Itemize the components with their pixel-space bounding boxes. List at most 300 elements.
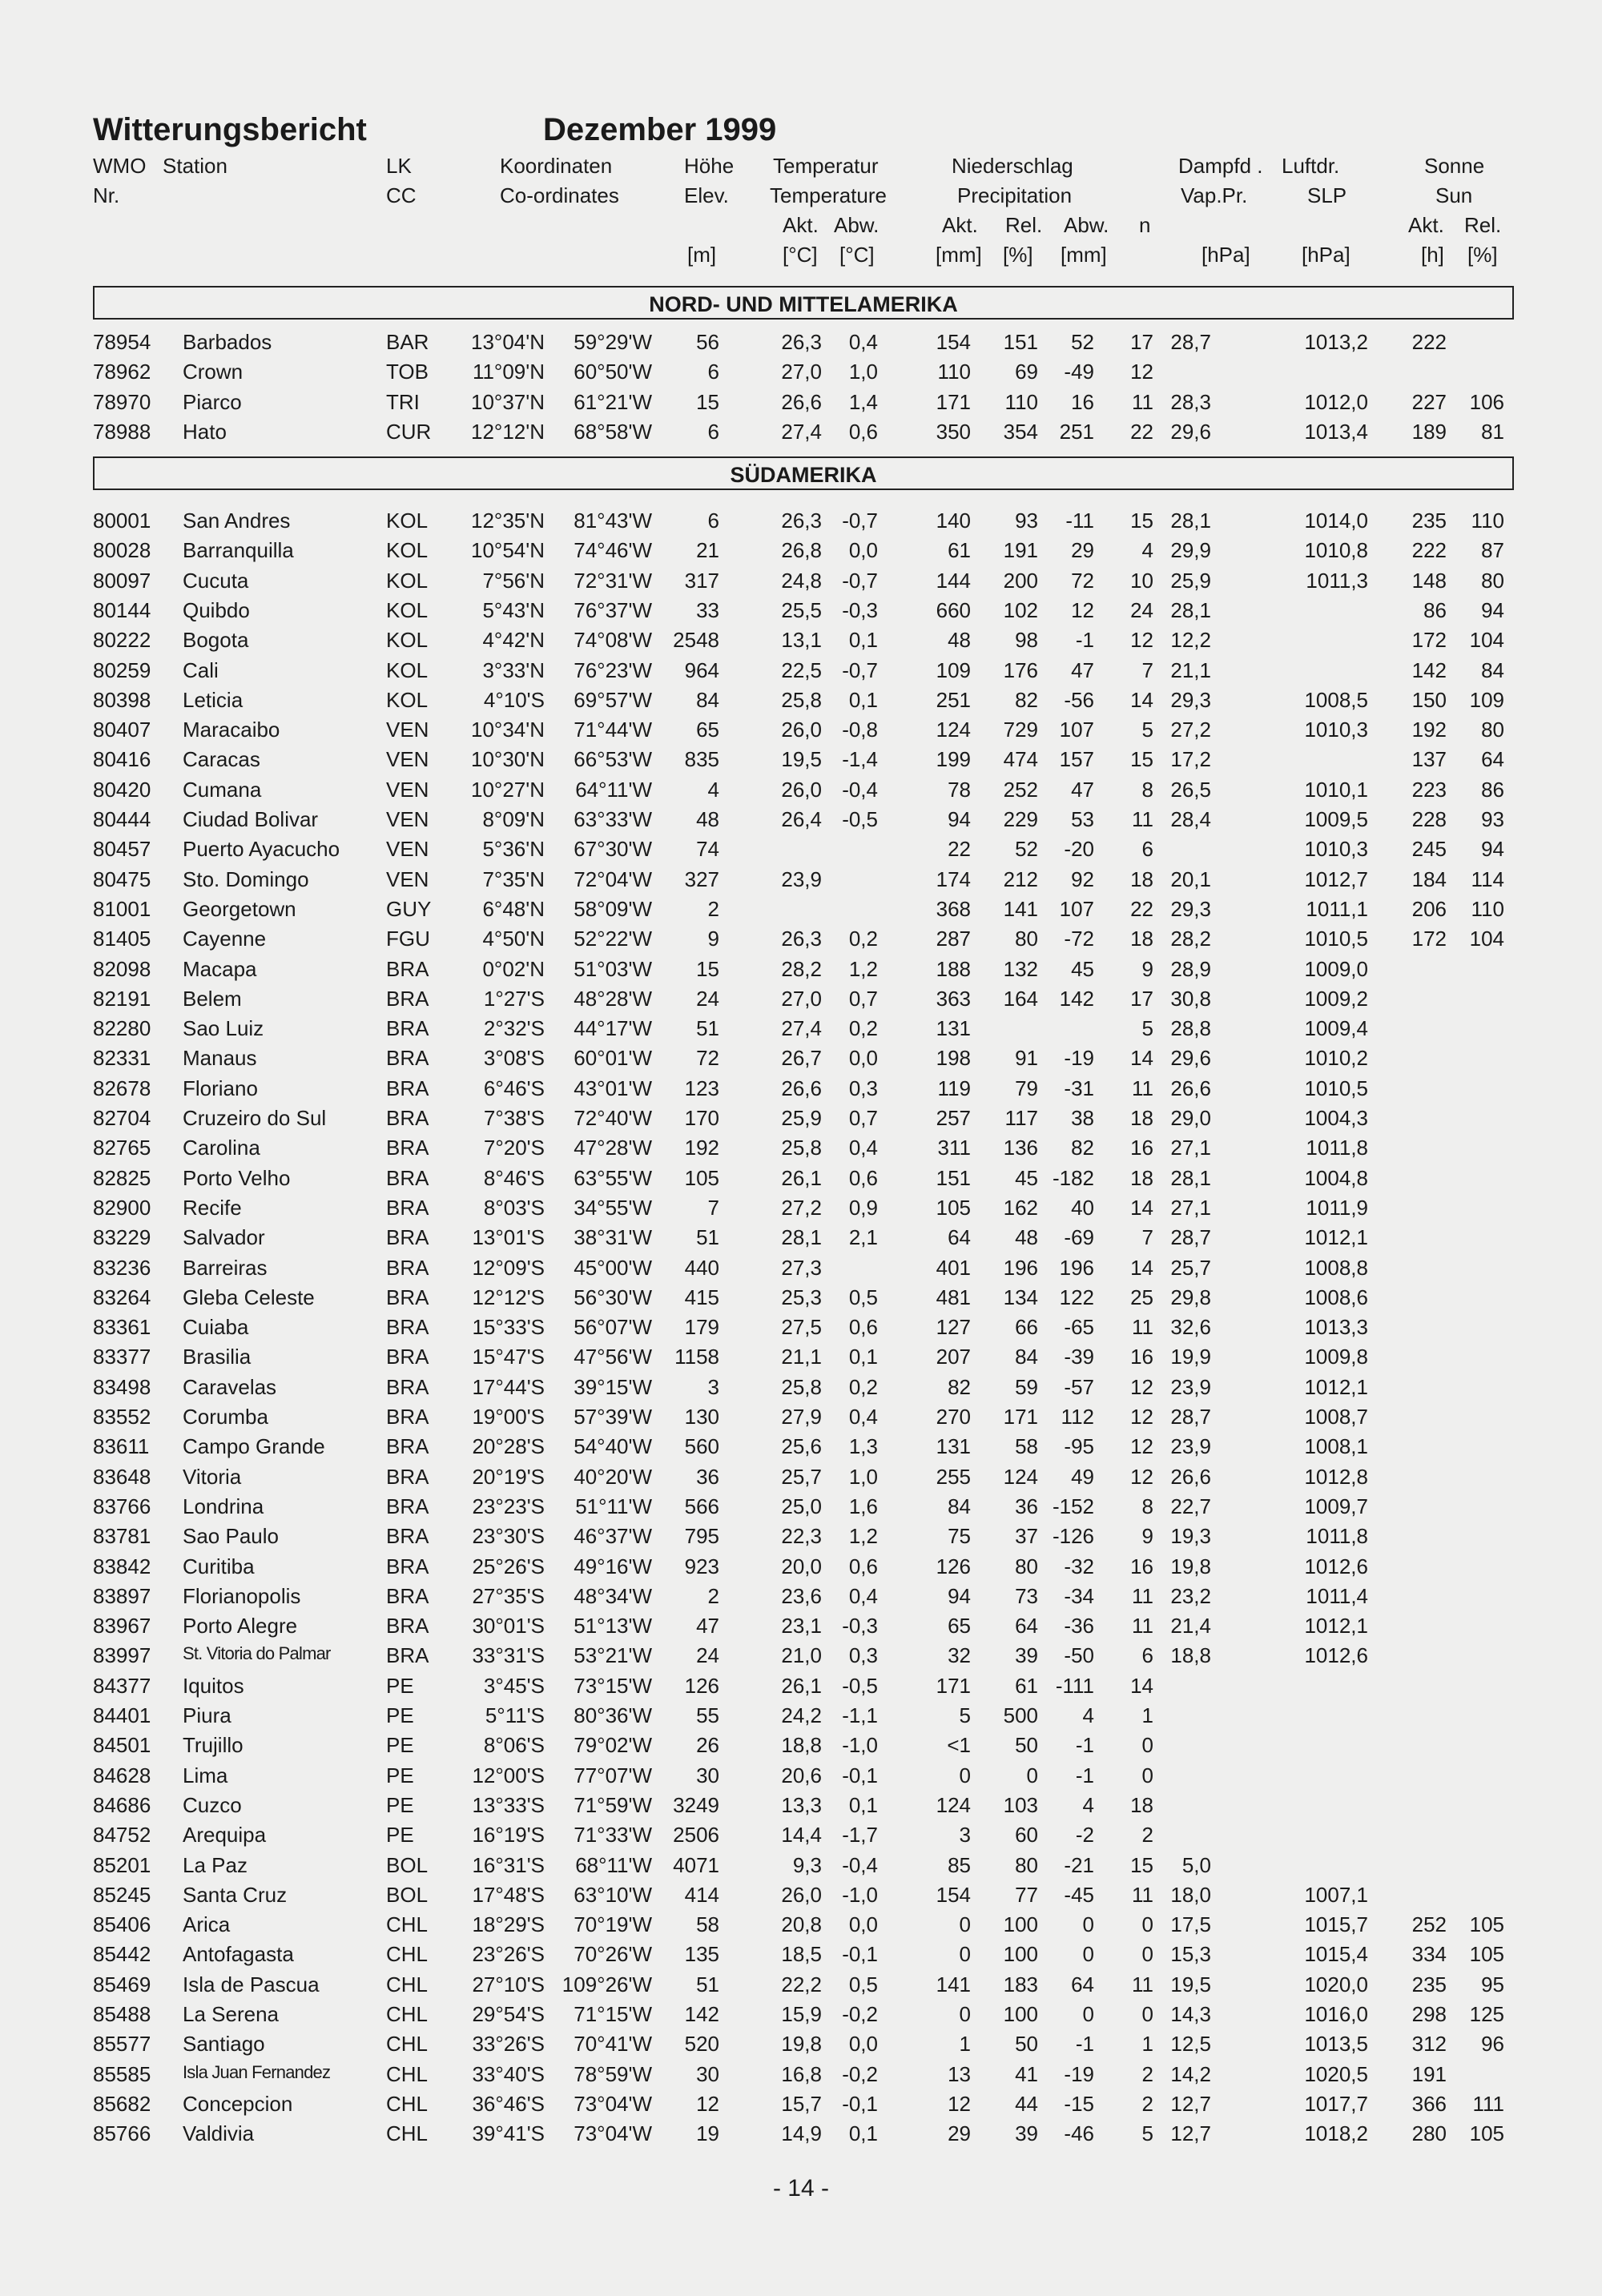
station-name: Campo Grande (183, 1434, 325, 1459)
prec-akt: 126 (936, 1554, 971, 1578)
vap-pressure: 22,7 (1170, 1494, 1211, 1518)
header-vappr: Vap.Pr. (1181, 183, 1248, 207)
table-row (0, 807, 1602, 837)
slp: 1004,3 (1304, 1106, 1368, 1130)
prec-rel: 61 (1015, 1673, 1038, 1698)
wmo-number: 81405 (93, 927, 151, 951)
header-elev: Elev. (684, 183, 729, 207)
slp: 1010,2 (1304, 1046, 1368, 1071)
station-name: Bogota (183, 628, 249, 653)
latitude: 12°09'S (472, 1255, 545, 1280)
longitude: 44°17'W (574, 1016, 652, 1041)
station-name: Brasilia (183, 1345, 252, 1369)
prec-rel: 44 (1015, 2091, 1038, 2116)
latitude: 20°28'S (472, 1434, 545, 1459)
station-name: Santiago (183, 2032, 265, 2057)
temp-akt: 15,7 (781, 2091, 822, 2116)
sun-hours: 184 (1411, 867, 1447, 891)
table-row (0, 360, 1602, 389)
temp-akt: 18,8 (781, 1733, 822, 1758)
prec-rel: 79 (1015, 1076, 1038, 1100)
prec-akt: 481 (936, 1285, 971, 1309)
temp-akt: 26,8 (781, 538, 822, 563)
temp-abw: -1,7 (842, 1823, 878, 1848)
latitude: 1°27'S (483, 986, 545, 1011)
section-title: SÜDAMERIKA (730, 463, 877, 487)
longitude: 69°57'W (574, 687, 652, 712)
vap-pressure: 29,8 (1170, 1285, 1211, 1309)
sun-rel: 105 (1469, 2121, 1504, 2146)
prec-abw: 29 (1071, 538, 1094, 563)
prec-abw: -45 (1064, 1882, 1094, 1907)
elevation: 964 (684, 657, 719, 682)
table-row (0, 2062, 1602, 2092)
longitude: 73°04'W (574, 2121, 652, 2146)
prec-rel: 141 (1003, 896, 1038, 921)
temp-akt: 25,8 (781, 1136, 822, 1160)
wmo-number: 82098 (93, 956, 151, 981)
station-name: St. Vitoria do Palmar (183, 1643, 331, 1664)
prec-n: 9 (1141, 1524, 1153, 1549)
latitude: 33°40'S (472, 2061, 545, 2086)
country-code: TOB (386, 360, 429, 384)
sun-hours: 235 (1411, 509, 1447, 533)
longitude: 46°37'W (574, 1524, 652, 1549)
prec-abw: -1 (1075, 1763, 1094, 1787)
temp-akt: 21,0 (781, 1643, 822, 1668)
longitude: 72°31'W (574, 568, 652, 593)
station-name: Cuzco (183, 1792, 242, 1817)
country-code: BRA (386, 956, 429, 981)
sun-rel: 111 (1472, 2091, 1504, 2116)
longitude: 71°44'W (574, 718, 652, 742)
elevation: 192 (684, 1136, 719, 1160)
sun-hours: 137 (1411, 747, 1447, 772)
temp-abw: 0,2 (848, 1016, 878, 1041)
station-name: Sto. Domingo (183, 867, 309, 891)
prec-n: 15 (1130, 509, 1153, 533)
temp-abw: 0,4 (848, 1136, 878, 1160)
prec-n: 24 (1130, 597, 1153, 622)
temp-akt: 20,0 (781, 1554, 822, 1578)
prec-akt: 0 (959, 1912, 971, 1937)
prec-rel: 164 (1003, 986, 1038, 1011)
temp-akt: 14,4 (781, 1823, 822, 1848)
vap-pressure: 29,3 (1170, 896, 1211, 921)
longitude: 47°28'W (574, 1136, 652, 1160)
prec-n: 25 (1130, 1285, 1153, 1309)
slp: 1013,2 (1304, 330, 1368, 354)
prec-akt: 119 (937, 1076, 971, 1100)
prec-n: 0 (1141, 1763, 1153, 1787)
longitude: 73°04'W (574, 2091, 652, 2116)
elevation: 440 (684, 1255, 719, 1280)
prec-n: 12 (1130, 1464, 1153, 1489)
prec-akt: 350 (936, 419, 971, 444)
prec-akt: 131 (936, 1016, 971, 1041)
slp: 1011,3 (1306, 568, 1368, 593)
wmo-number: 80475 (93, 867, 151, 891)
elevation: 1158 (674, 1345, 719, 1369)
sun-hours: 148 (1411, 568, 1447, 593)
wmo-number: 83361 (93, 1315, 151, 1340)
wmo-number: 84401 (93, 1703, 151, 1727)
sun-rel: 114 (1471, 867, 1504, 891)
latitude: 39°41'S (472, 2121, 545, 2146)
country-code: KOL (386, 568, 429, 593)
station-name: Londrina (183, 1494, 264, 1518)
prec-n: 1 (1141, 1703, 1153, 1727)
country-code: KOL (386, 657, 429, 682)
prec-n: 16 (1130, 1345, 1153, 1369)
sun-rel: 125 (1469, 2002, 1504, 2026)
prec-abw: 49 (1071, 1464, 1094, 1489)
latitude: 4°50'N (482, 927, 545, 951)
wmo-number: 85577 (93, 2032, 151, 2057)
temp-akt: 26,6 (781, 1076, 822, 1100)
sun-hours: 228 (1411, 807, 1447, 831)
wmo-number: 80457 (93, 837, 151, 862)
temp-akt: 25,8 (781, 1374, 822, 1399)
temp-abw: 1,0 (848, 1464, 878, 1489)
prec-n: 14 (1130, 1255, 1153, 1280)
prec-akt: 84 (948, 1494, 971, 1518)
prec-n: 12 (1130, 1434, 1153, 1459)
temp-akt: 26,6 (781, 389, 822, 414)
temp-abw: 0,6 (848, 1554, 878, 1578)
slp: 1016,0 (1304, 2002, 1368, 2026)
station-name: Iquitos (183, 1673, 244, 1698)
prec-abw: -31 (1064, 1076, 1094, 1100)
slp: 1018,2 (1304, 2121, 1368, 2146)
temp-akt: 20,8 (781, 1912, 822, 1937)
slp: 1008,6 (1304, 1285, 1368, 1309)
vap-pressure: 28,7 (1170, 1405, 1211, 1429)
sun-rel: 84 (1481, 657, 1504, 682)
latitude: 17°48'S (472, 1882, 545, 1907)
country-code: BRA (386, 1225, 429, 1250)
wmo-number: 80028 (93, 538, 151, 563)
elevation: 72 (696, 1046, 719, 1071)
latitude: 13°04'N (471, 330, 545, 354)
station-name: Cruzeiro do Sul (183, 1106, 327, 1130)
wmo-number: 81001 (93, 896, 151, 921)
prec-akt: 0 (959, 1942, 971, 1967)
vap-pressure: 26,5 (1170, 777, 1211, 802)
table-row (0, 390, 1602, 420)
temp-akt: 18,5 (781, 1942, 822, 1967)
station-name: Caracas (183, 747, 260, 772)
report-title: Witterungsbericht (93, 112, 367, 147)
temp-abw: -0,3 (842, 1614, 878, 1639)
prec-akt: 1 (959, 2032, 971, 2057)
slp: 1007,1 (1304, 1882, 1368, 1907)
sun-rel: 104 (1469, 628, 1504, 653)
longitude: 67°30'W (574, 837, 652, 862)
header-slp-unit: [hPa] (1302, 243, 1350, 267)
temp-abw: 0,4 (848, 1583, 878, 1608)
longitude: 57°39'W (574, 1405, 652, 1429)
station-name: Leticia (183, 687, 244, 712)
temp-akt: 16,8 (781, 2061, 822, 2086)
latitude: 30°01'S (472, 1614, 545, 1639)
prec-n: 6 (1141, 1643, 1153, 1668)
vap-pressure: 26,6 (1170, 1464, 1211, 1489)
prec-n: 11 (1132, 389, 1153, 414)
temp-akt: 25,6 (781, 1434, 822, 1459)
prec-akt: 65 (948, 1614, 971, 1639)
temp-abw: -0,1 (842, 1942, 878, 1967)
vap-pressure: 14,2 (1170, 2061, 1211, 2086)
wmo-number: 85585 (93, 2061, 151, 2086)
latitude: 12°00'S (472, 1763, 545, 1787)
temp-akt: 24,8 (781, 568, 822, 593)
temp-abw: 1,2 (848, 1524, 878, 1549)
prec-abw: -111 (1055, 1673, 1094, 1698)
elevation: 6 (707, 509, 719, 533)
slp: 1008,1 (1304, 1434, 1368, 1459)
temp-abw: -0,4 (842, 1852, 878, 1877)
prec-akt: 368 (936, 896, 971, 921)
station-name: San Andres (183, 509, 291, 533)
slp: 1012,7 (1304, 867, 1368, 891)
sun-rel: 105 (1469, 1942, 1504, 1967)
sun-rel: 80 (1481, 568, 1504, 593)
vap-pressure: 28,1 (1170, 597, 1211, 622)
prec-abw: 0 (1082, 2002, 1094, 2026)
slp: 1009,7 (1304, 1494, 1368, 1518)
longitude: 71°59'W (574, 1792, 652, 1817)
wmo-number: 84752 (93, 1823, 151, 1848)
country-code: KOL (386, 628, 429, 653)
longitude: 56°07'W (574, 1315, 652, 1340)
sun-hours: 252 (1411, 1912, 1447, 1937)
country-code: GUY (386, 896, 432, 921)
vap-pressure: 12,7 (1170, 2121, 1211, 2146)
station-name: Trujillo (183, 1733, 244, 1758)
header-temp-abw: Abw. (834, 213, 879, 237)
temp-akt: 21,1 (781, 1345, 822, 1369)
prec-n: 9 (1141, 956, 1153, 981)
sun-rel: 109 (1469, 687, 1504, 712)
prec-n: 15 (1130, 747, 1153, 772)
header-prec-rel: Rel. (1005, 213, 1043, 237)
vap-pressure: 28,4 (1170, 807, 1211, 831)
vap-pressure: 30,8 (1170, 986, 1211, 1011)
slp: 1011,9 (1306, 1195, 1368, 1220)
longitude: 60°50'W (574, 360, 652, 384)
temp-akt: 15,9 (781, 2002, 822, 2026)
station-name: Florianopolis (183, 1583, 301, 1608)
temp-abw: -0,5 (842, 1673, 878, 1698)
table-row (0, 1643, 1602, 1673)
table-row (0, 2121, 1602, 2151)
table-row (0, 509, 1602, 538)
prec-rel: 100 (1003, 1912, 1038, 1937)
table-row (0, 1972, 1602, 2002)
prec-n: 2 (1141, 2061, 1153, 2086)
prec-akt: 127 (936, 1315, 971, 1340)
prec-rel: 162 (1003, 1195, 1038, 1220)
country-code: CHL (386, 2032, 429, 2057)
table-row (0, 1733, 1602, 1763)
latitude: 3°08'S (483, 1046, 545, 1071)
sun-rel: 80 (1481, 718, 1504, 742)
prec-akt: 174 (936, 867, 971, 891)
country-code: BRA (386, 1554, 429, 1578)
prec-abw: -21 (1064, 1852, 1094, 1877)
country-code: BRA (386, 1405, 429, 1429)
wmo-number: 82331 (93, 1046, 151, 1071)
prec-rel: 80 (1015, 1852, 1038, 1877)
prec-akt: 401 (936, 1255, 971, 1280)
latitude: 12°12'N (471, 419, 545, 444)
prec-n: 8 (1141, 777, 1153, 802)
prec-akt: 188 (936, 956, 971, 981)
table-row (0, 1106, 1602, 1136)
prec-akt: 198 (936, 1046, 971, 1071)
elevation: 26 (696, 1733, 719, 1758)
temp-akt: 19,5 (781, 747, 822, 772)
temp-akt: 27,2 (781, 1195, 822, 1220)
temp-akt: 25,5 (781, 597, 822, 622)
wmo-number: 78954 (93, 330, 151, 354)
station-name: La Serena (183, 2002, 279, 2026)
country-code: BRA (386, 1464, 429, 1489)
elevation: 327 (684, 867, 719, 891)
wmo-number: 83377 (93, 1345, 151, 1369)
station-name: Barbados (183, 330, 272, 354)
temp-akt: 22,5 (781, 657, 822, 682)
latitude: 7°35'N (482, 867, 545, 891)
header-prec-akt: Akt. (942, 213, 978, 237)
table-row (0, 1434, 1602, 1464)
country-code: BRA (386, 1136, 429, 1160)
longitude: 51°13'W (574, 1614, 652, 1639)
table-row (0, 1405, 1602, 1434)
country-code: BRA (386, 1524, 429, 1549)
latitude: 23°30'S (472, 1524, 545, 1549)
prec-n: 0 (1141, 1912, 1153, 1937)
temp-akt: 26,0 (781, 777, 822, 802)
wmo-number: 83897 (93, 1583, 151, 1608)
vap-pressure: 19,8 (1170, 1554, 1211, 1578)
elevation: 51 (696, 1016, 719, 1041)
country-code: BOL (386, 1852, 429, 1877)
prec-abw: 16 (1071, 389, 1094, 414)
elevation: 2506 (673, 1823, 719, 1848)
elevation: 3 (707, 1374, 719, 1399)
temp-akt: 26,4 (781, 807, 822, 831)
latitude: 10°27'N (471, 777, 545, 802)
prec-abw: -56 (1064, 687, 1094, 712)
station-name: Porto Alegre (183, 1614, 298, 1639)
elevation: 47 (696, 1614, 719, 1639)
temp-abw: 0,4 (848, 330, 878, 354)
vap-pressure: 28,2 (1170, 927, 1211, 951)
longitude: 76°37'W (574, 597, 652, 622)
prec-abw: -50 (1064, 1643, 1094, 1668)
elevation: 51 (696, 1225, 719, 1250)
station-name: Concepcion (183, 2091, 293, 2116)
prec-n: 11 (1132, 1076, 1153, 1100)
prec-akt: 110 (937, 360, 971, 384)
prec-n: 14 (1130, 1046, 1153, 1071)
prec-akt: 0 (959, 1763, 971, 1787)
temp-abw: 0,1 (848, 1345, 878, 1369)
prec-abw: -95 (1064, 1434, 1094, 1459)
country-code: BRA (386, 1076, 429, 1100)
slp: 1015,4 (1304, 1942, 1368, 1967)
elevation: 74 (696, 837, 719, 862)
elevation: 55 (696, 1703, 719, 1727)
prec-akt: 75 (948, 1524, 971, 1549)
vap-pressure: 29,6 (1170, 1046, 1211, 1071)
table-row (0, 1166, 1602, 1196)
temp-abw: 1,3 (848, 1434, 878, 1459)
temp-akt: 26,1 (781, 1165, 822, 1190)
longitude: 34°55'W (574, 1195, 652, 1220)
latitude: 8°46'S (483, 1165, 545, 1190)
temp-abw: 0,6 (848, 1165, 878, 1190)
country-code: BRA (386, 1494, 429, 1518)
country-code: BRA (386, 1195, 429, 1220)
temp-abw: 1,4 (848, 389, 878, 414)
wmo-number: 82704 (93, 1106, 151, 1130)
table-row (0, 718, 1602, 747)
wmo-number: 85469 (93, 1972, 151, 1996)
prec-akt: 12 (948, 2091, 971, 2116)
elevation: 30 (696, 2061, 719, 2086)
elevation: 135 (684, 1942, 719, 1967)
temp-abw: -0,1 (842, 1763, 878, 1787)
longitude: 47°56'W (574, 1345, 652, 1369)
wmo-number: 82765 (93, 1136, 151, 1160)
elevation: 3249 (673, 1792, 719, 1817)
prec-n: 18 (1130, 1106, 1153, 1130)
prec-n: 18 (1130, 1165, 1153, 1190)
prec-rel: 80 (1015, 927, 1038, 951)
prec-rel: 100 (1003, 1942, 1038, 1967)
elevation: 48 (696, 807, 719, 831)
sun-hours: 206 (1411, 896, 1447, 921)
country-code: PE (386, 1763, 414, 1787)
prec-abw: -19 (1064, 2061, 1094, 2086)
slp: 1014,0 (1304, 509, 1368, 533)
wmo-number: 85766 (93, 2121, 151, 2146)
latitude: 7°38'S (483, 1106, 545, 1130)
latitude: 36°46'S (472, 2091, 545, 2116)
longitude: 45°00'W (574, 1255, 652, 1280)
temp-abw: -0,7 (842, 657, 878, 682)
elevation: 15 (696, 956, 719, 981)
temp-akt: 26,1 (781, 1673, 822, 1698)
header-coordinates: Co-ordinates (500, 183, 619, 207)
prec-rel: 64 (1015, 1614, 1038, 1639)
longitude: 79°02'W (574, 1733, 652, 1758)
temp-akt: 23,9 (781, 867, 822, 891)
table-row (0, 747, 1602, 777)
sun-rel: 106 (1469, 389, 1504, 414)
prec-rel: 39 (1015, 1643, 1038, 1668)
country-code: BRA (386, 1583, 429, 1608)
vap-pressure: 27,1 (1170, 1195, 1211, 1220)
temp-abw: 0,5 (848, 1972, 878, 1996)
station-name: Macapa (183, 956, 257, 981)
temp-akt: 27,0 (781, 360, 822, 384)
country-code: VEN (386, 867, 429, 891)
table-row (0, 1345, 1602, 1374)
